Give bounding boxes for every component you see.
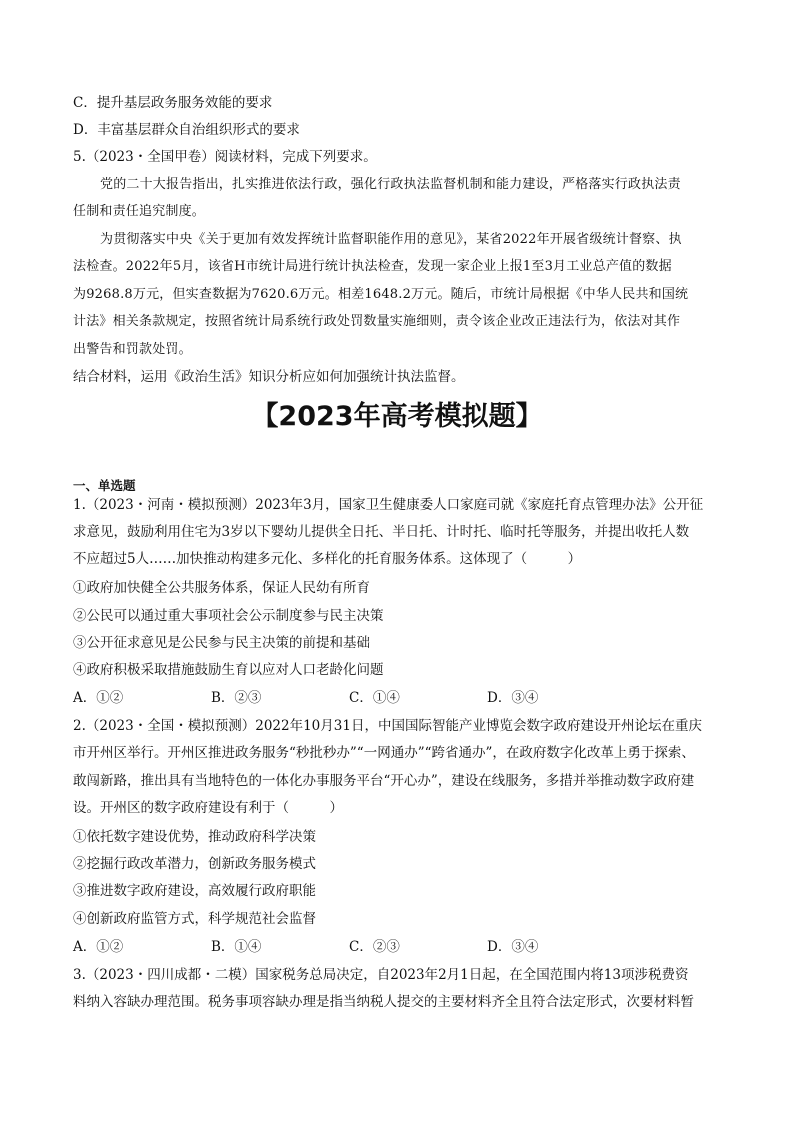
q5-stem: 5.（2023・全国甲卷）阅读材料，完成下列要求。 bbox=[73, 149, 377, 165]
q2-option-d: D．③④ bbox=[487, 939, 539, 955]
q2-statement-4: ④创新政府监管方式，科学规范社会监督 bbox=[73, 911, 316, 927]
q2-options bbox=[73, 937, 625, 957]
q1-statement-1: ①政府加快健全公共服务体系，保证人民幼有所育 bbox=[73, 580, 370, 596]
q5-material-1-cont: 任制和责任追究制度。 bbox=[73, 204, 206, 219]
q5-material-2-line5: 出警告和罚款处罚。 bbox=[73, 342, 192, 357]
q4-option-c: C．提升基层政务服务效能的要求 bbox=[73, 95, 273, 111]
q2-stem-line2: 市开州区举行。开州区推进政务服务“秒批秒办”“一网通办”“跨省通办”，在政府数字化改革上勇于探索、 bbox=[73, 745, 695, 761]
q1-statement-3: ③公开征求意见是公民参与民主决策的前提和基础 bbox=[73, 635, 370, 651]
q2-stem-line1: 2.（2023・全国・模拟预测）2022年10月31日，中国国际智能产业博览会数字政府建设开州论坛在重庆 bbox=[73, 718, 702, 734]
q1-stem-line2: 求意见，鼓励利用住宅为3岁以下婴幼儿提供全日托、半日托、计时托、临时托等服务，并提出收托人数 bbox=[73, 524, 690, 540]
q2-option-a: A．①② bbox=[73, 939, 124, 955]
q1-stem-line3: 不应超过5人……加快推动构建多元化、多样化的托育服务体系。这体现了（ ） bbox=[73, 551, 582, 567]
q3-stem-line2: 料纳入容缺办理范围。税务事项容缺办理是指当纳税人提交的主要材料齐全且符合法定形式，次要材料暂 bbox=[73, 994, 694, 1010]
section-heading: 一、单选题 bbox=[73, 478, 136, 493]
page-title: 【2023年高考模拟题】 bbox=[251, 401, 543, 432]
q2-statement-2: ②挖掘行政改革潜力，创新政务服务模式 bbox=[73, 856, 316, 872]
q1-option-b: B．②③ bbox=[211, 690, 262, 706]
q1-stem-line1: 1.（2023・河南・模拟预测）2023年3月，国家卫生健康委人口家庭司就《家庭托育点管理办法》公开征 bbox=[73, 497, 704, 513]
q1-statement-4: ④政府积极采取措施鼓励生育以应对人口老龄化问题 bbox=[73, 662, 384, 678]
q3-stem-line1: 3.（2023・四川成都・二模）国家税务总局决定，自2023年2月1日起，在全国范围内将13项涉税费资 bbox=[73, 967, 689, 983]
q5-material-2-line4: 计法》相关条款规定，按照省统计局系统行政处罚数量实施细则，责令该企业改正违法行为，依法对其作 bbox=[73, 314, 681, 329]
q1-option-c: C．①④ bbox=[349, 690, 400, 706]
q2-stem-line4: 设。开州区的数字政府建设有利于（ ） bbox=[73, 800, 343, 816]
q1-statement-2: ②公民可以通过重大事项社会公示制度参与民主决策 bbox=[73, 608, 384, 624]
q2-statement-1: ①依托数字建设优势，推动政府科学决策 bbox=[73, 829, 316, 845]
q5-material-1: 党的二十大报告指出，扎实推进依法行政，强化行政执法监督机制和能力建设，严格落实行政执法责 bbox=[100, 177, 681, 192]
q1-option-d: D．③④ bbox=[487, 690, 539, 706]
q5-task: 结合材料，运用《政治生活》知识分析应如何加强统计执法监督。 bbox=[73, 369, 465, 385]
q2-option-b: B．①④ bbox=[211, 939, 262, 955]
q1-option-a: A．①② bbox=[73, 690, 124, 706]
q2-option-c: C．②③ bbox=[349, 939, 400, 955]
q2-stem-line3: 敢闯新路，推出具有当地特色的一体化办事服务平台“开心办”，建设在线服务，多措并举推动数字政府建 bbox=[73, 773, 695, 789]
q5-material-2-line2: 法检查。2022年5月，该省H市统计局进行统计执法检查，发现一家企业上报1至3月工业总产值的数据 bbox=[73, 259, 672, 274]
q4-option-d: D．丰富基层群众自治组织形式的要求 bbox=[73, 122, 300, 138]
q5-material-2-line3: 为9268.8万元，但实查数据为7620.6万元。相差1648.2万元。随后，市统计局根据《中华人民共和国统 bbox=[73, 287, 689, 302]
q2-statement-3: ③推进数字政府建设，高效履行政府职能 bbox=[73, 883, 316, 899]
q5-material-2: 为贯彻落实中央《关于更加有效发挥统计监督职能作用的意见》，某省2022年开展省级统计督察、执 bbox=[100, 232, 682, 247]
q1-options bbox=[73, 688, 625, 708]
